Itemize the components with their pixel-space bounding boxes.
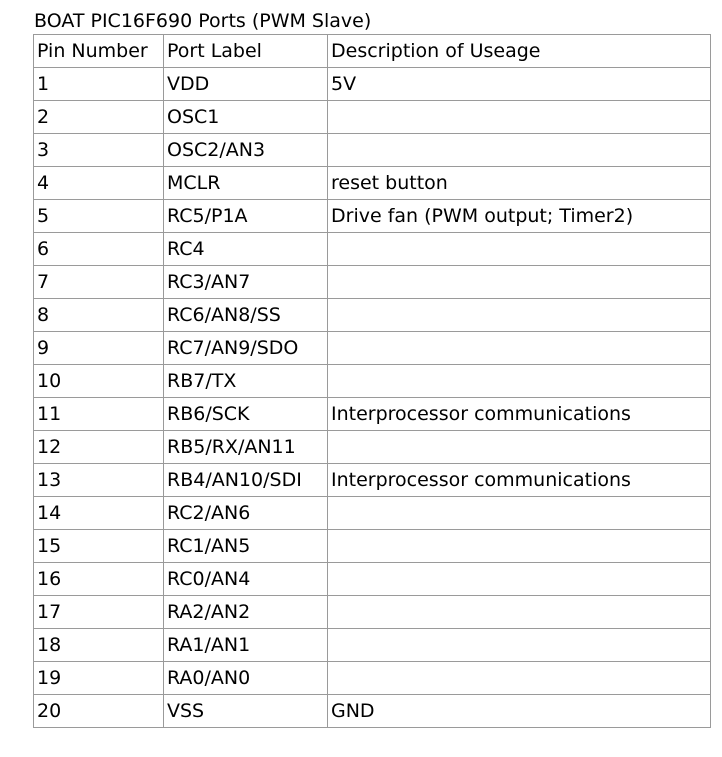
pin-number-cell: 3 <box>34 134 164 167</box>
description-cell: Drive fan (PWM output; Timer2) <box>328 200 711 233</box>
table-row <box>34 365 711 398</box>
table-row <box>34 497 711 530</box>
port-label-cell: RB4/AN10/SDI <box>164 464 328 497</box>
table-row <box>34 101 711 134</box>
pin-number-cell: 18 <box>34 629 164 662</box>
description-cell <box>328 629 711 662</box>
pin-number-cell: 6 <box>34 233 164 266</box>
port-label-cell: RB7/TX <box>164 365 328 398</box>
table-row <box>34 662 711 695</box>
pin-number-cell: 20 <box>34 695 164 728</box>
table-row <box>34 431 711 464</box>
table-row <box>34 167 711 200</box>
pin-number-cell: 16 <box>34 563 164 596</box>
table-row <box>34 596 711 629</box>
description-cell: Interprocessor communications <box>328 398 711 431</box>
description-cell: 5V <box>328 68 711 101</box>
description-cell <box>328 101 711 134</box>
port-label-cell: OSC1 <box>164 101 328 134</box>
description-cell <box>328 563 711 596</box>
port-label-cell: VSS <box>164 695 328 728</box>
table-row <box>34 233 711 266</box>
description-cell <box>328 332 711 365</box>
description-cell: Interprocessor communications <box>328 464 711 497</box>
table-row <box>34 68 711 101</box>
table-row <box>34 530 711 563</box>
description-cell <box>328 497 711 530</box>
table-row <box>34 563 711 596</box>
pin-number-cell: 10 <box>34 365 164 398</box>
header-port-label: Port Label <box>164 35 328 68</box>
description-cell <box>328 233 711 266</box>
port-label-cell: RC6/AN8/SS <box>164 299 328 332</box>
description-cell <box>328 134 711 167</box>
port-label-cell: MCLR <box>164 167 328 200</box>
table-row <box>34 134 711 167</box>
port-label-cell: RC0/AN4 <box>164 563 328 596</box>
pin-number-cell: 15 <box>34 530 164 563</box>
description-cell <box>328 299 711 332</box>
description-cell <box>328 365 711 398</box>
table-row <box>34 695 711 728</box>
pin-number-cell: 8 <box>34 299 164 332</box>
description-cell <box>328 596 711 629</box>
table-row <box>34 332 711 365</box>
table-row <box>34 464 711 497</box>
header-row <box>34 35 711 68</box>
port-label-cell: RA2/AN2 <box>164 596 328 629</box>
pin-number-cell: 11 <box>34 398 164 431</box>
port-label-cell: RC4 <box>164 233 328 266</box>
pin-number-cell: 9 <box>34 332 164 365</box>
port-label-cell: RB6/SCK <box>164 398 328 431</box>
pin-number-cell: 17 <box>34 596 164 629</box>
description-cell <box>328 662 711 695</box>
description-cell <box>328 431 711 464</box>
port-label-cell: RC7/AN9/SDO <box>164 332 328 365</box>
pin-number-cell: 5 <box>34 200 164 233</box>
description-cell: GND <box>328 695 711 728</box>
header-description: Description of Useage <box>328 35 711 68</box>
table-row <box>34 398 711 431</box>
pin-number-cell: 13 <box>34 464 164 497</box>
description-cell <box>328 530 711 563</box>
port-label-cell: RA0/AN0 <box>164 662 328 695</box>
port-label-cell: VDD <box>164 68 328 101</box>
pin-number-cell: 4 <box>34 167 164 200</box>
description-cell: reset button <box>328 167 711 200</box>
pin-number-cell: 12 <box>34 431 164 464</box>
ports-table <box>33 34 711 728</box>
port-label-cell: RA1/AN1 <box>164 629 328 662</box>
table-row <box>34 629 711 662</box>
port-label-cell: OSC2/AN3 <box>164 134 328 167</box>
port-label-cell: RC5/P1A <box>164 200 328 233</box>
port-label-cell: RC3/AN7 <box>164 266 328 299</box>
table-row <box>34 266 711 299</box>
table-row <box>34 200 711 233</box>
header-pin-number: Pin Number <box>34 35 164 68</box>
port-label-cell: RC1/AN5 <box>164 530 328 563</box>
pin-number-cell: 7 <box>34 266 164 299</box>
pin-number-cell: 1 <box>34 68 164 101</box>
port-label-cell: RB5/RX/AN11 <box>164 431 328 464</box>
pin-number-cell: 14 <box>34 497 164 530</box>
table-caption: BOAT PIC16F690 Ports (PWM Slave) <box>34 10 372 32</box>
pin-number-cell: 2 <box>34 101 164 134</box>
pin-number-cell: 19 <box>34 662 164 695</box>
description-cell <box>328 266 711 299</box>
table-row <box>34 299 711 332</box>
port-label-cell: RC2/AN6 <box>164 497 328 530</box>
